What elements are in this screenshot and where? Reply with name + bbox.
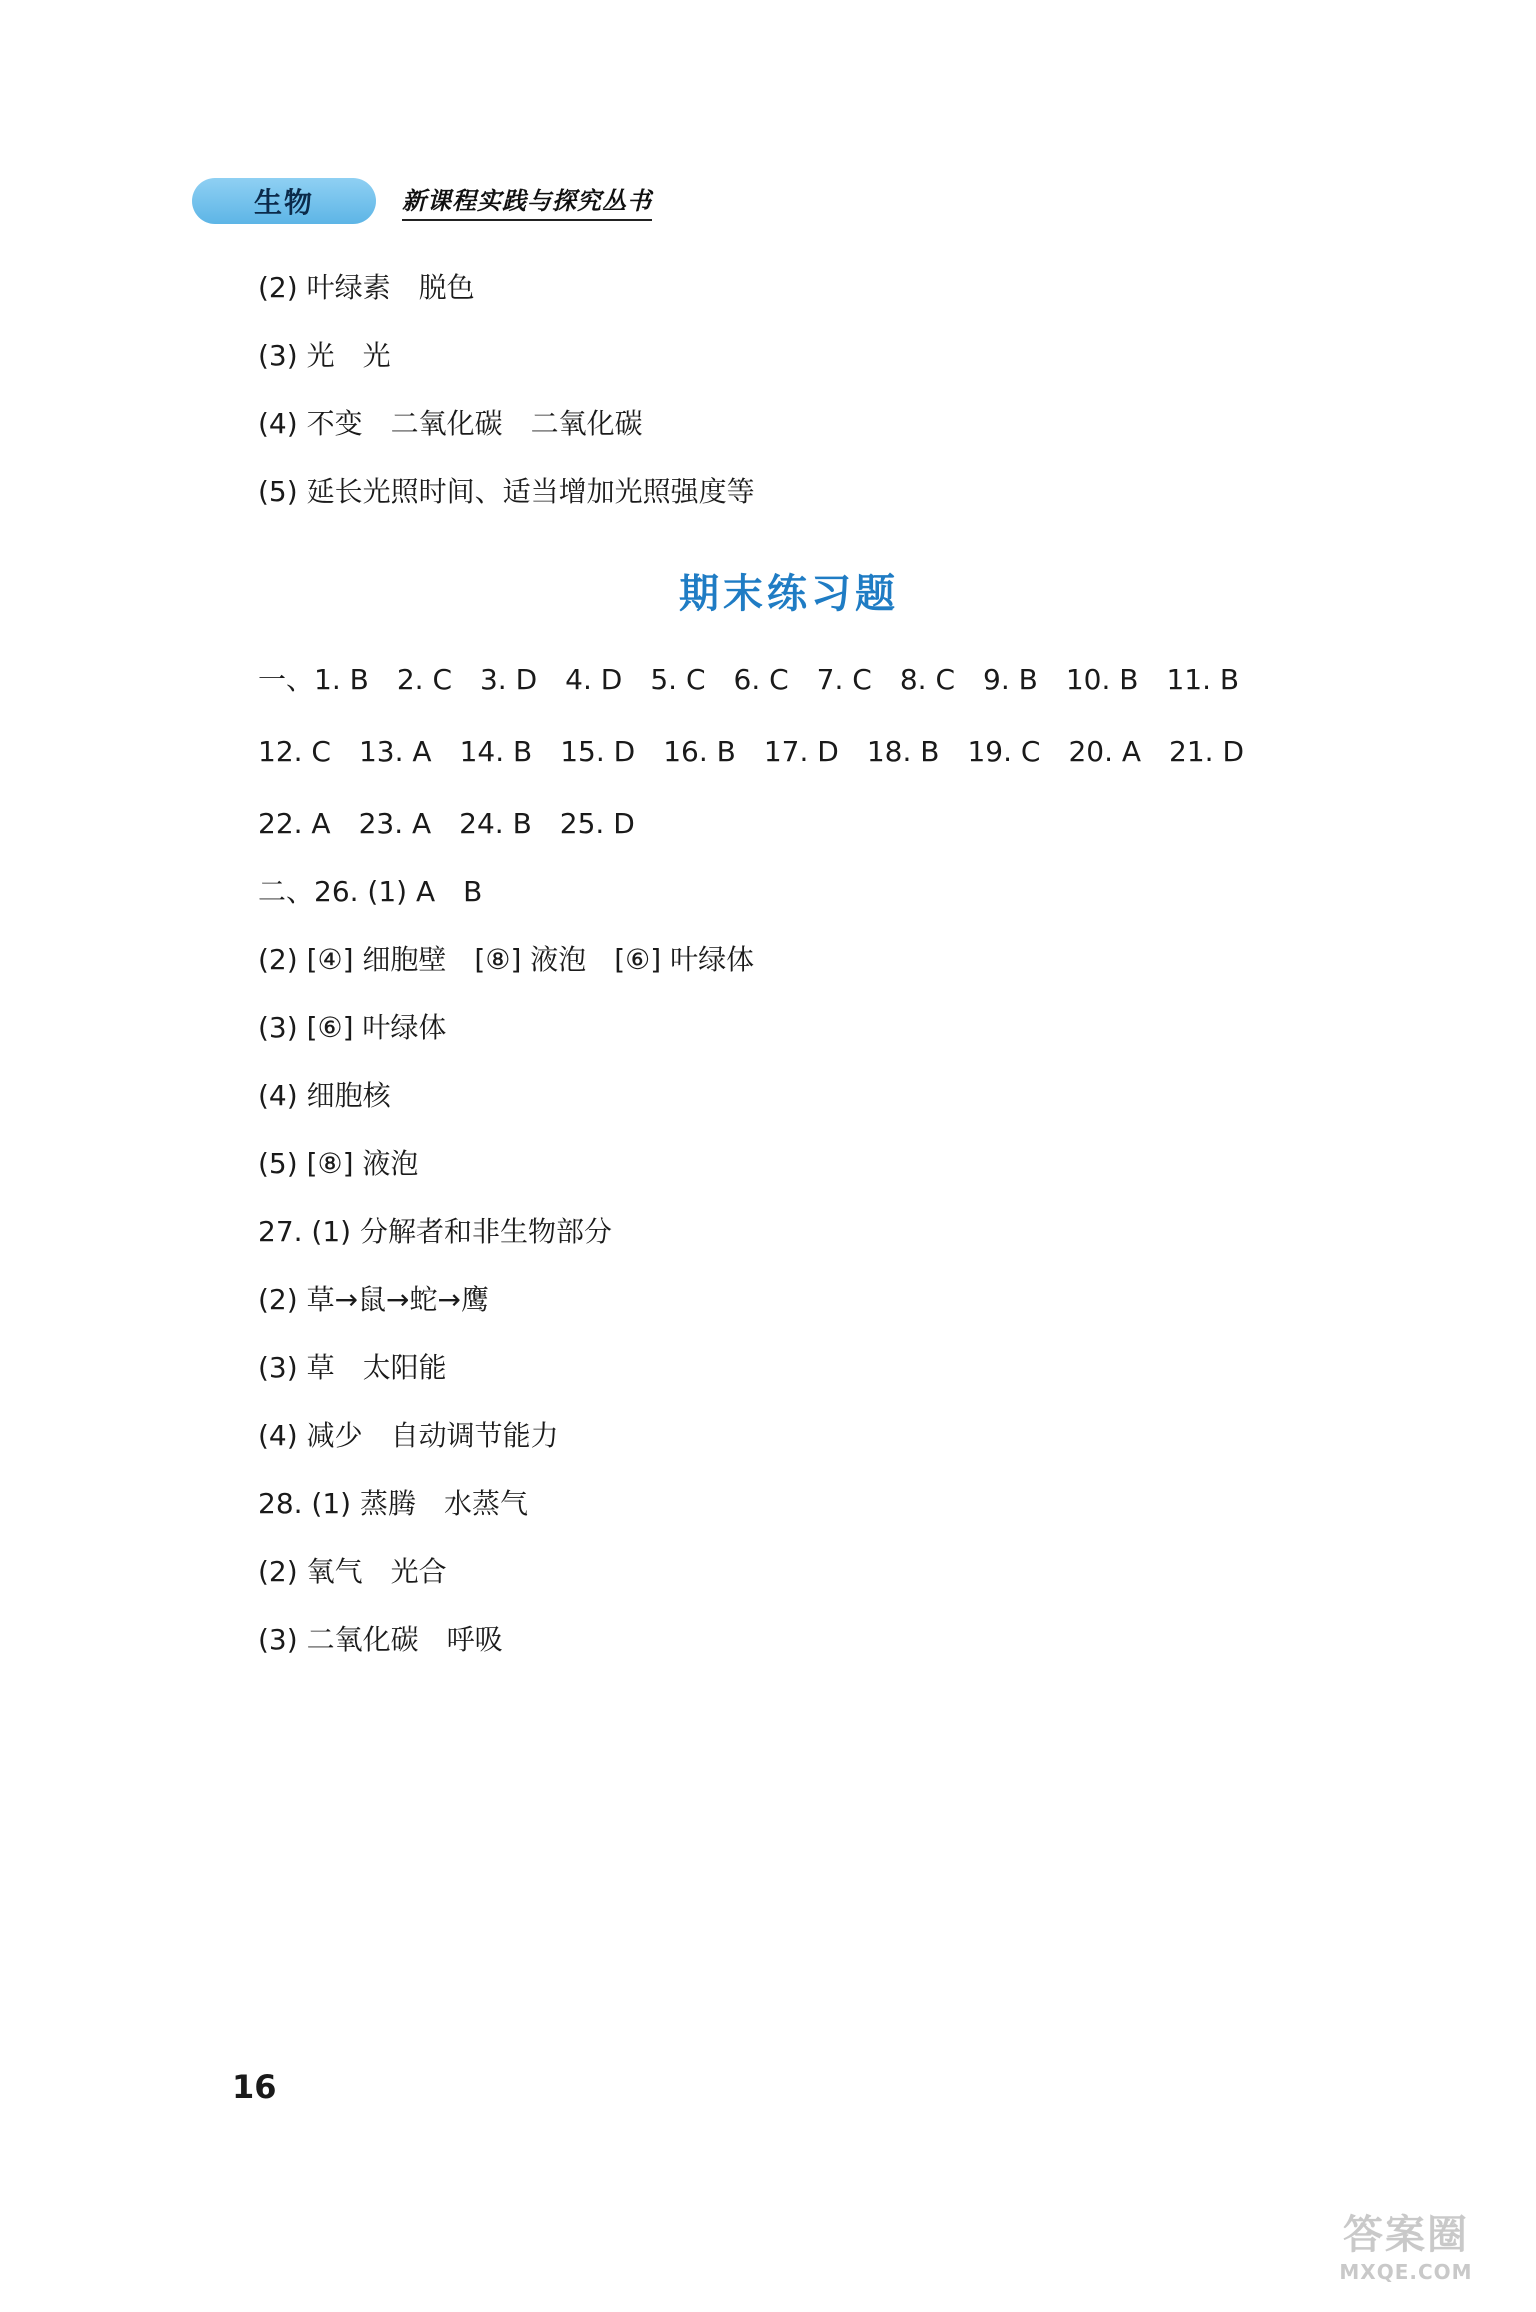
watermark-text: 答案圈 [1343,2212,1469,2258]
answer-line: (5) [⑧] 液泡 [258,1147,419,1180]
answer-line: (4) 减少 自动调节能力 [258,1419,559,1452]
watermark-url: MXQE.COM [1339,2260,1473,2284]
page-header [192,176,652,226]
watermark-logo [1306,2210,1506,2298]
answer-line: (5) 延长光照时间、适当增加光照强度等 [258,475,755,508]
answer-line: 28. (1) 蒸腾 水蒸气 [258,1487,528,1520]
answer-line: 12. C 13. A 14. B 15. D 16. B 17. D 18. B 19. C 20. A 21. D [258,735,1245,768]
answer-line: (3) [⑥] 叶绿体 [258,1011,447,1044]
page-number: 16 [232,2068,277,2106]
answer-line: (3) 草 太阳能 [258,1351,447,1384]
answer-line: 一、1. B 2. C 3. D 4. D 5. C 6. C 7. C 8. C 9. B 10. B 11. B [258,663,1240,696]
answer-line: (2) 草→鼠→蛇→鹰 [258,1283,489,1316]
answer-line: 27. (1) 分解者和非生物部分 [258,1215,612,1248]
section-title: 期末练习题 [679,571,899,617]
answer-line: (2) 叶绿素 脱色 [258,271,475,304]
answer-line: (4) 不变 二氧化碳 二氧化碳 [258,407,643,440]
answer-line: 22. A 23. A 24. B 25. D [258,807,635,840]
answer-line: (3) 二氧化碳 呼吸 [258,1623,503,1656]
answer-line: (2) 氧气 光合 [258,1555,447,1588]
answer-line: (4) 细胞核 [258,1079,391,1112]
subject-badge: 生物 [192,178,376,224]
series-title: 新课程实践与探究丛书 [402,181,652,221]
answer-line: 二、26. (1) A B [258,875,483,908]
answer-line: (3) 光 光 [258,339,391,372]
answer-line: (2) [④] 细胞壁 [⑧] 液泡 [⑥] 叶绿体 [258,943,755,976]
